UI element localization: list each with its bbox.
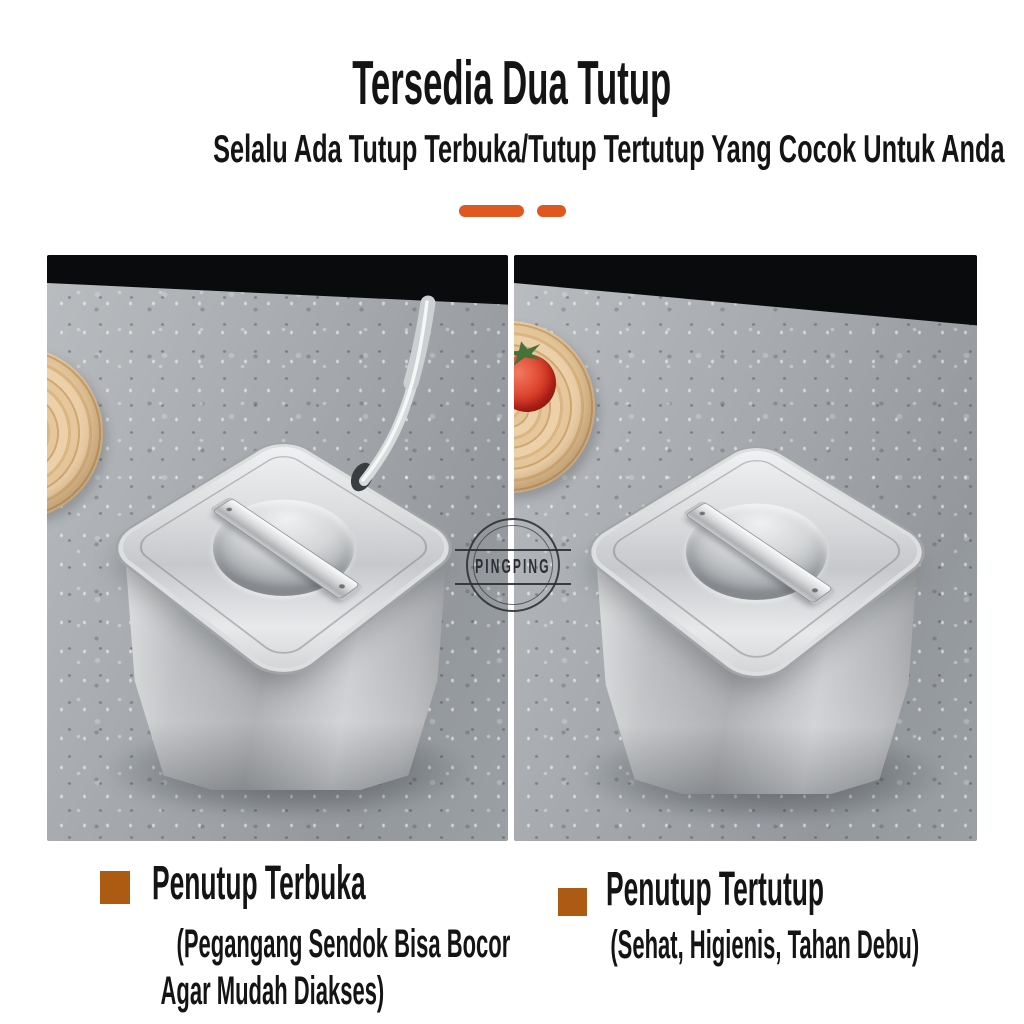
divider-dash-short [537,205,566,217]
caption-title-open-text: Penutup Terbuka [152,857,366,910]
caption-subtitle-closed-line1: (Sehat, Higienis, Tahan Debu) [610,923,920,967]
caption-subtitle-open-line2: Agar Mudah Diakses) [160,969,384,1013]
lid-recess [657,486,856,623]
caption-subtitle-closed [484,922,948,969]
lid-handle [685,502,834,604]
caption-title-closed-text: Penutup Tertutup [606,863,825,916]
photo-closed-lid [514,255,977,841]
accent-divider [0,205,1024,217]
wooden-board [47,347,103,519]
caption-subtitle-open [40,921,511,1015]
caption-title-closed [606,864,1002,916]
watermark-stamp [461,513,565,617]
dark-backdrop [47,255,508,335]
photo-open-lid [47,255,508,841]
divider-dash-long [459,205,524,217]
stamp-band [455,549,571,585]
caption-subtitle-open-line1: (Pegangang Sendok Bisa Bocor [176,922,511,966]
lid-recess [184,482,383,619]
dark-backdrop [514,255,977,335]
bullet-square-icon [558,888,587,916]
page-title-text: Tersedia Dua Tutup [352,49,672,118]
page-title [0,50,1024,118]
bullet-square-icon [100,871,130,904]
lid-handle [212,498,361,600]
caption-title-open [152,858,540,910]
page-subtitle-text: Selalu Ada Tutup Terbuka/Tutup Tertutup Yang Cocok Untuk Anda [213,128,1005,171]
watermark-text: PINGPING [475,555,551,578]
page-subtitle [0,127,1024,173]
